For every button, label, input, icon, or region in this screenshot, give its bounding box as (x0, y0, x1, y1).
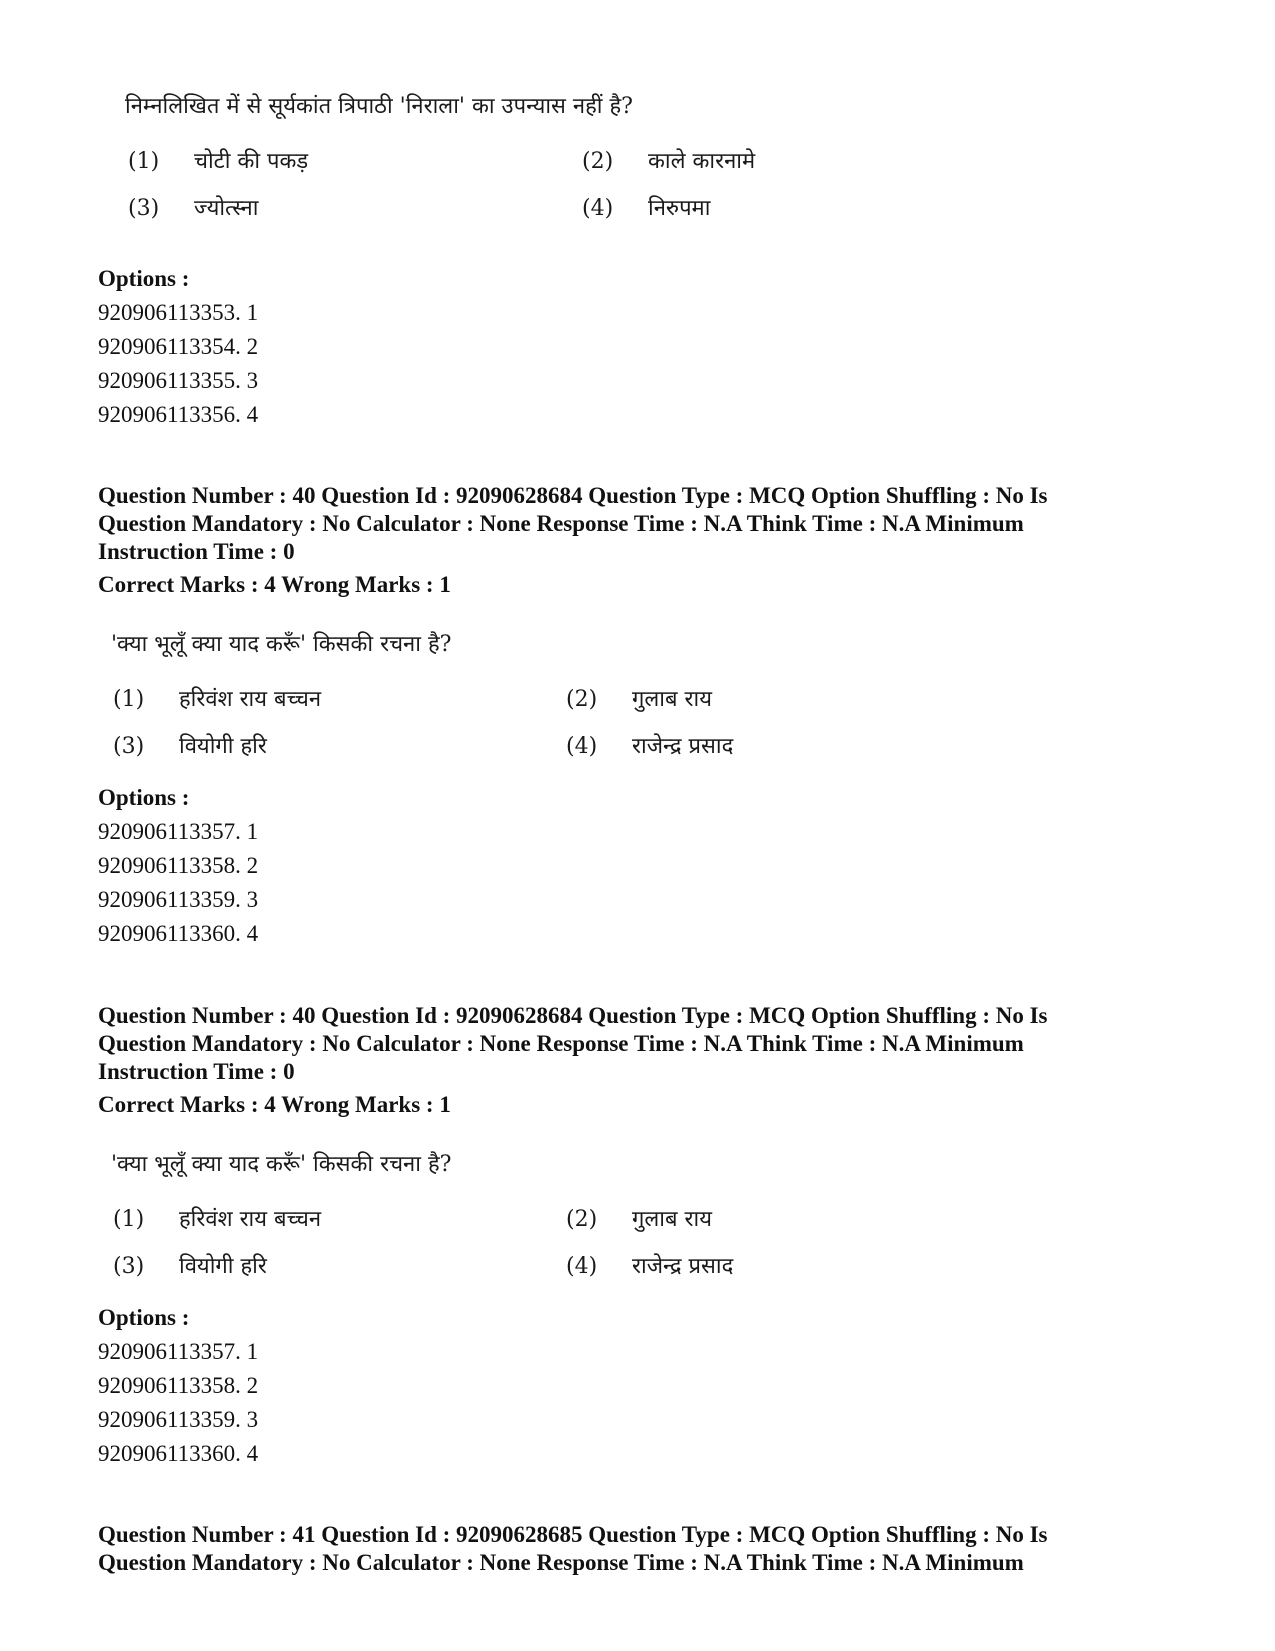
choice-4 (566, 730, 733, 760)
option-line: 920906113354. 2 (98, 334, 259, 359)
choice-text: निरुपमा (648, 196, 711, 221)
choice-number: (2) (566, 1207, 598, 1232)
choice-text: वियोगी हरि (179, 734, 267, 759)
choice-number: (1) (113, 687, 145, 712)
choice-number: (3) (113, 734, 145, 759)
question-text: 'क्या भूलूँ क्या याद करूँ' किसकी रचना है? (111, 632, 452, 657)
choice-text: काले कारनामे (648, 149, 756, 174)
choice-number: (2) (582, 149, 614, 174)
choice-text: राजेन्द्र प्रसाद (632, 734, 734, 759)
choice-number: (4) (582, 196, 614, 221)
meta-line: Instruction Time : 0 (98, 1059, 295, 1084)
marks-line: Correct Marks : 4 Wrong Marks : 1 (98, 1092, 451, 1117)
choice-number: (1) (113, 1207, 145, 1232)
choice-1 (113, 1203, 321, 1233)
choice-1 (128, 145, 308, 175)
choice-3 (128, 192, 258, 222)
choice-4 (582, 192, 710, 222)
choice-3 (113, 730, 267, 760)
option-line: 920906113356. 4 (98, 402, 259, 427)
choice-number: (4) (566, 1254, 598, 1279)
option-line: 920906113359. 3 (98, 1407, 259, 1432)
option-line: 920906113357. 1 (98, 819, 259, 844)
choice-text: वियोगी हरि (179, 1254, 267, 1279)
choice-text: गुलाब राय (632, 687, 713, 712)
option-line: 920906113357. 1 (98, 1339, 259, 1364)
question-meta (98, 1521, 1048, 1577)
option-line: 920906113360. 4 (98, 921, 259, 946)
choice-number: (4) (566, 734, 598, 759)
meta-line: Question Mandatory : No Calculator : None Response Time : N.A Think Time : N.A Minimum (98, 511, 1024, 536)
question-meta (98, 482, 1048, 566)
option-line: 920906113360. 4 (98, 1441, 259, 1466)
choice-number: (3) (113, 1254, 145, 1279)
choice-text: हरिवंश राय बच्चन (179, 1207, 322, 1232)
choice-4 (566, 1250, 733, 1280)
meta-line: Question Number : 40 Question Id : 92090628684 Question Type : MCQ Option Shuffling : No Is (98, 1003, 1048, 1028)
option-line: 920906113358. 2 (98, 1373, 259, 1398)
question-meta (98, 1002, 1048, 1086)
option-line: 920906113355. 3 (98, 368, 259, 393)
options-label: Options : (98, 785, 190, 810)
option-line: 920906113359. 3 (98, 887, 259, 912)
choice-text: हरिवंश राय बच्चन (179, 687, 322, 712)
options-label: Options : (98, 266, 190, 291)
meta-line: Question Number : 40 Question Id : 92090628684 Question Type : MCQ Option Shuffling : No Is (98, 483, 1048, 508)
meta-line: Question Mandatory : No Calculator : None Response Time : N.A Think Time : N.A Minimum (98, 1550, 1024, 1575)
meta-line: Question Mandatory : No Calculator : None Response Time : N.A Think Time : N.A Minimum (98, 1031, 1024, 1056)
option-line: 920906113358. 2 (98, 853, 259, 878)
meta-line: Question Number : 41 Question Id : 92090628685 Question Type : MCQ Option Shuffling : No Is (98, 1522, 1048, 1547)
option-line: 920906113353. 1 (98, 300, 259, 325)
options-label: Options : (98, 1305, 190, 1330)
choice-text: चोटी की पकड़ (194, 149, 309, 174)
choice-2 (566, 1203, 712, 1233)
choice-3 (113, 1250, 267, 1280)
question-text: 'क्या भूलूँ क्या याद करूँ' किसकी रचना है? (111, 1152, 452, 1177)
meta-line: Instruction Time : 0 (98, 539, 295, 564)
choice-2 (566, 683, 712, 713)
choice-number: (1) (128, 149, 160, 174)
choice-1 (113, 683, 321, 713)
choice-2 (582, 145, 755, 175)
choice-number: (3) (128, 196, 160, 221)
choice-text: गुलाब राय (632, 1207, 713, 1232)
choice-number: (2) (566, 687, 598, 712)
choice-text: राजेन्द्र प्रसाद (632, 1254, 734, 1279)
question-text: निम्नलिखित में से सूर्यकांत त्रिपाठी 'निराला' का उपन्यास नहीं है? (125, 94, 633, 119)
choice-text: ज्योत्स्ना (194, 196, 259, 221)
marks-line: Correct Marks : 4 Wrong Marks : 1 (98, 572, 451, 597)
